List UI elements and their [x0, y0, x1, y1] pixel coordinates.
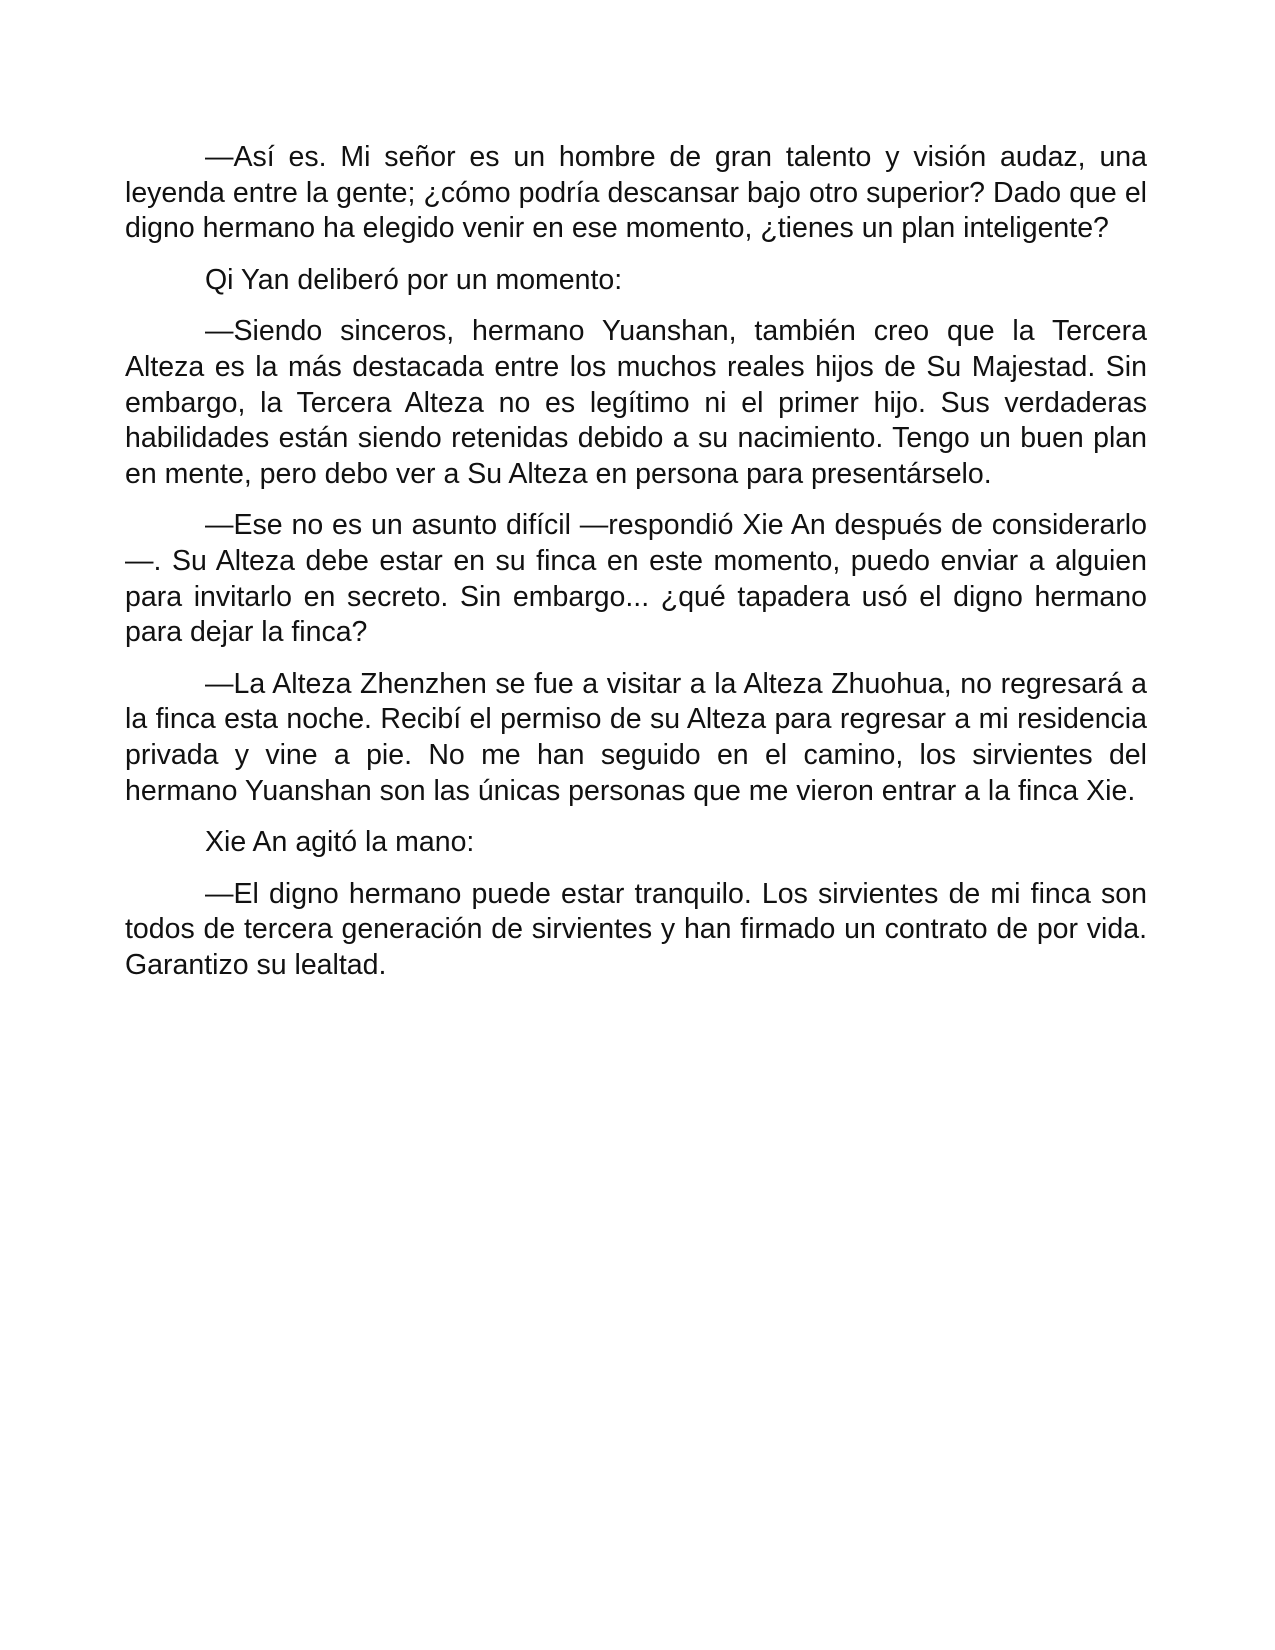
paragraph: Xie An agitó la mano:: [205, 826, 475, 859]
paragraph: —Ese no es un asunto difícil —respondió Xie An después de considerarlo—. Su Alteza debe estar en su finca en este momento, puedo enviar a alguien para invitarlo en secreto. Sin embargo... ¿qué tapadera usó el digno hermano para dejar la finca?: [125, 509, 1147, 649]
paragraph: —El digno hermano puede estar tranquilo. Los sirvientes de mi finca son todos de tercera generación de sirvientes y han firmado un contrato de por vida. Garantizo su lealtad.: [125, 877, 1147, 981]
paragraph: Qi Yan deliberó por un momento:: [205, 263, 623, 296]
document-page: [125, 140, 1147, 983]
paragraph: —Siendo sinceros, hermano Yuanshan, también creo que la Tercera Alteza es la más destacada entre los muchos reales hijos de Su Majestad. Sin embargo, la Tercera Alteza no es legítimo ni el primer hijo. Sus verdaderas habilidades están siendo retenidas debido a su nacimiento. Tengo un buen plan en mente, pero debo ver a Su Alteza en persona para presentárselo.: [125, 315, 1147, 490]
paragraph: —La Alteza Zhenzhen se fue a visitar a la Alteza Zhuohua, no regresará a la finca esta noche. Recibí el permiso de su Alteza para regresar a mi residencia privada y vine a pie. No me han seguido en el camino, los sirvientes del hermano Yuanshan son las únicas personas que me vieron entrar a la finca Xie.: [125, 667, 1147, 807]
paragraph: —Así es. Mi señor es un hombre de gran talento y visión audaz, una leyenda entre la gente; ¿cómo podría descansar bajo otro superior? Dado que el digno hermano ha elegido venir en ese momento, ¿tienes un plan inteligente?: [125, 141, 1147, 245]
